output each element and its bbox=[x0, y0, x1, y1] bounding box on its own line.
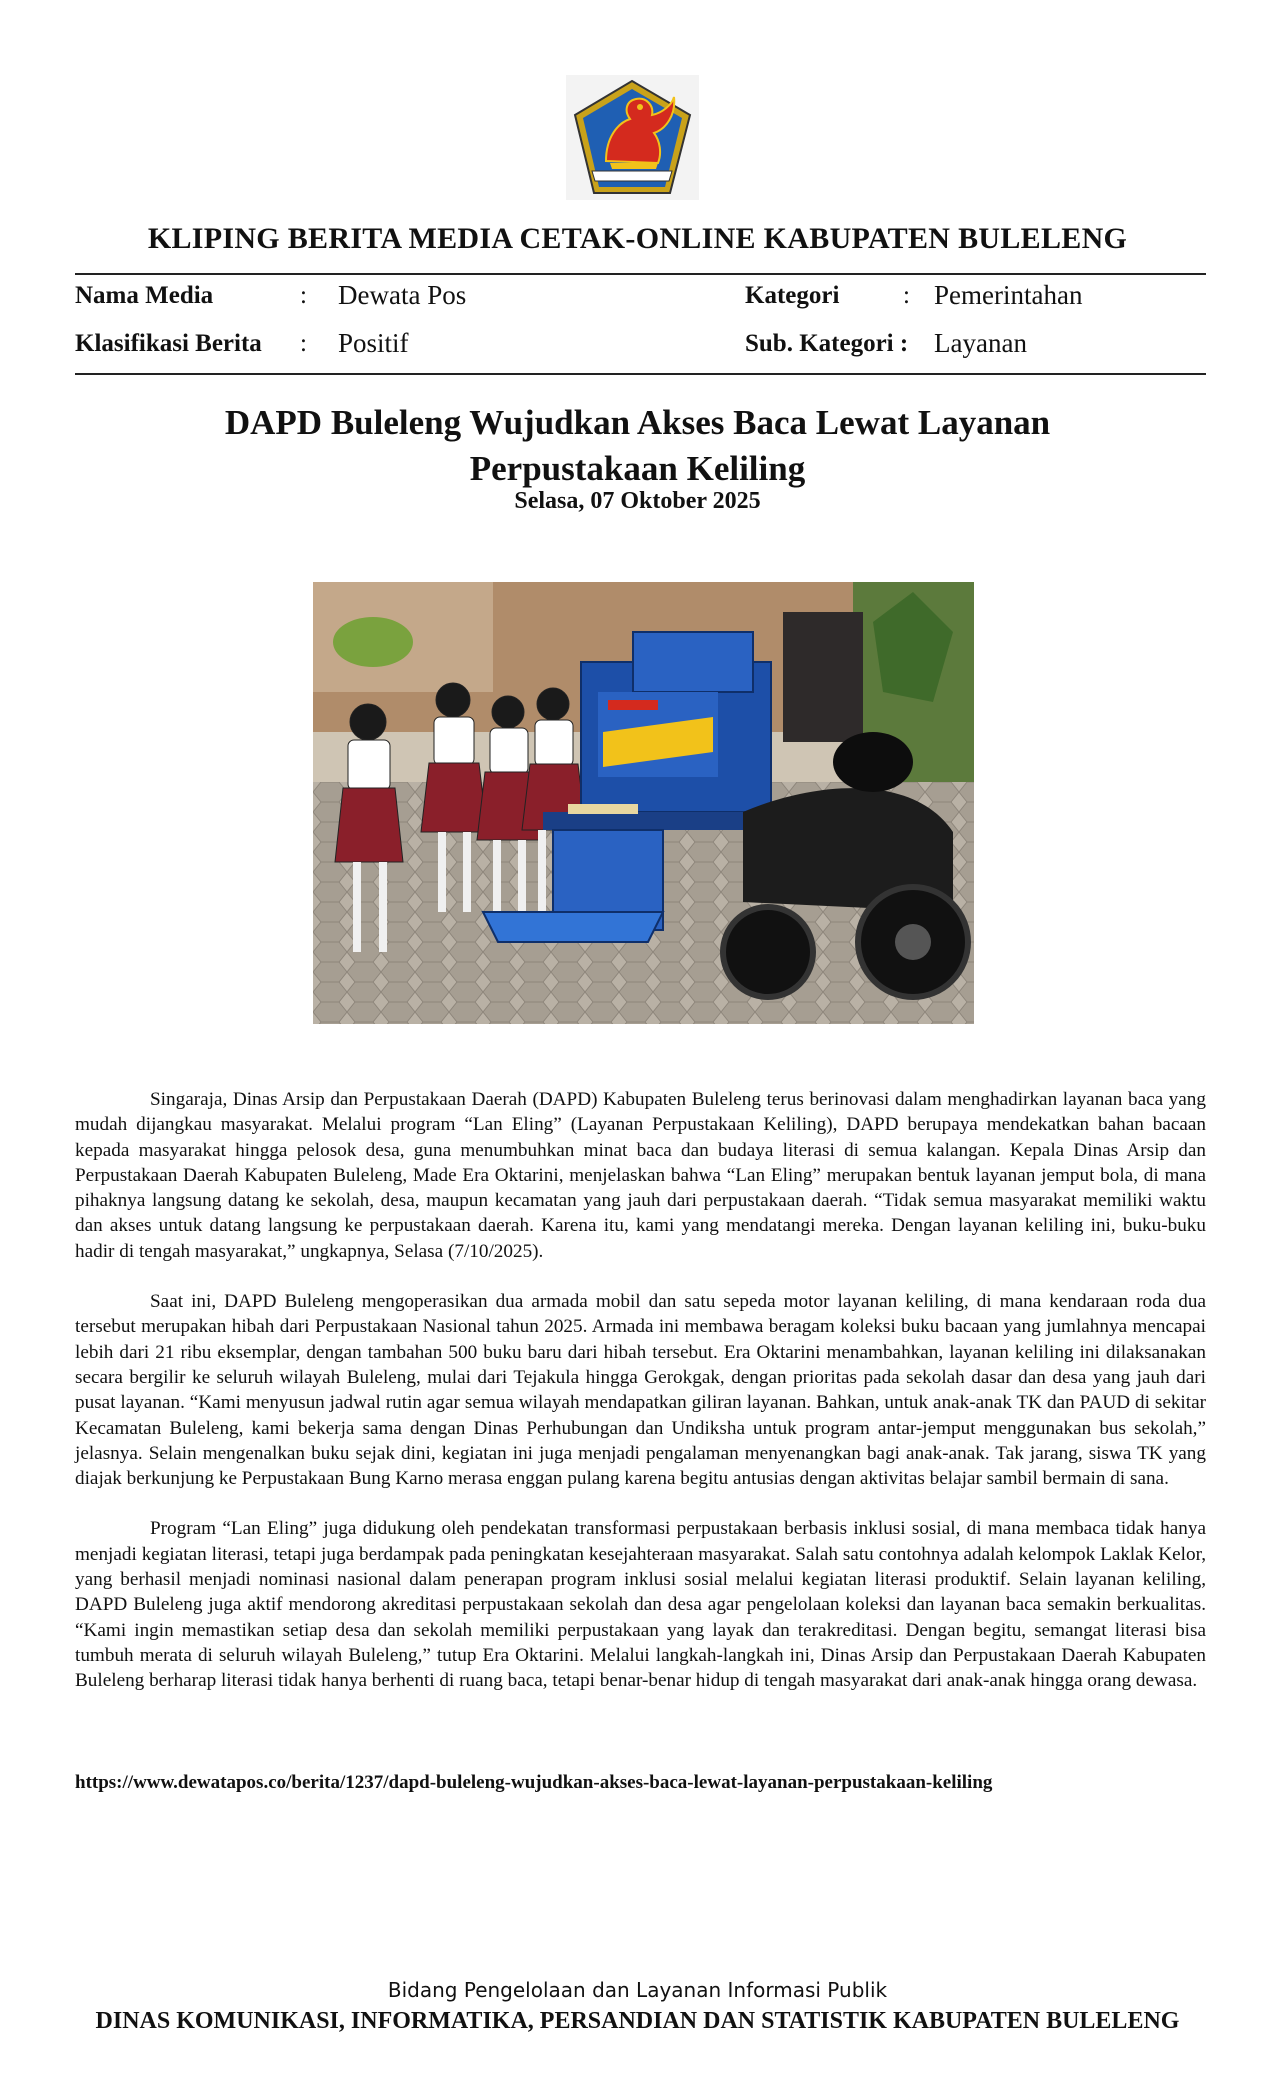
sub-kategori-value: Layanan bbox=[934, 328, 1027, 358]
mobile-library-photo-icon bbox=[313, 582, 974, 1024]
article-headline bbox=[0, 400, 1275, 492]
article-date: Selasa, 07 Oktober 2025 bbox=[514, 488, 761, 514]
clipping-header-title: KLIPING BERITA MEDIA CETAK-ONLINE KABUPATEN BULELENG bbox=[147, 222, 1128, 255]
nama-media-colon: : bbox=[300, 282, 307, 309]
nama-media-label: Nama Media bbox=[75, 282, 214, 309]
headline-line-2: Perpustakaan Keliling bbox=[469, 449, 806, 488]
footer-division: Bidang Pengelolaan dan Layanan Informasi Publik bbox=[387, 1978, 888, 2002]
buleleng-seal-logo bbox=[566, 75, 699, 200]
meta-bottom-rule bbox=[75, 373, 1206, 375]
article-paragraph-2: Saat ini, DAPD Buleleng mengoperasikan dua armada mobil dan satu sepeda motor layanan keliling, di mana kendaraan roda dua tersebut merupakan hibah dari Perpustakaan Nasional tahun 2025. Armada ini membawa beragam koleksi buku bacaan yang jumlahnya mencapai lebih dari 21 ribu eksemplar, dengan tambahan 500 buku baru dari hibah tersebut. Era Oktarini menambahkan, layanan keliling ini dilaksanakan secara bergilir ke seluruh wilayah Buleleng, mulai dari Tejakula hingga Gerokgak, dengan prioritas pada sekolah dasar dan desa yang jauh dari pusat layanan. “Kami menyusun jadwal rutin agar semua wilayah mendapatkan giliran layanan. Bahkan, untuk anak-anak TK dan PAUD di sekitar Kecamatan Buleleng, kami bekerja sama dengan Dinas Perhubungan dan Undiksha untuk program antar-jemput menggunakan bus sekolah,” jelasnya. Selain mengenalkan buku sejak dini, kegiatan ini juga menjadi pengalaman menyenangkan bagi anak-anak. Tak jarang, siswa TK yang diajak berkunjung ke Perpustakaan Bung Karno merasa enggan pulang karena begitu antusias dengan aktivitas belajar sambil bermain di sana. bbox=[75, 1291, 1206, 1490]
meta-top-rule bbox=[75, 273, 1206, 275]
nama-media-value: Dewata Pos bbox=[338, 280, 467, 310]
klasifikasi-value: Positif bbox=[338, 328, 409, 358]
article-paragraph-1: Singaraja, Dinas Arsip dan Perpustakaan Daerah (DAPD) Kabupaten Buleleng terus berinovasi dalam menghadirkan layanan baca yang mudah dijangkau masyarakat. Melalui program “Lan Eling” (Layanan Perpustakaan Keliling), DAPD berupaya mendekatkan bahan bacaan kepada masyarakat hingga pelosok desa, guna menumbuhkan minat baca dan budaya literasi di semua kalangan. Kepala Dinas Arsip dan Perpustakaan Daerah Kabupaten Buleleng, Made Era Oktarini, menjelaskan bahwa “Lan Eling” merupakan bentuk layanan jemput bola, di mana pihaknya langsung datang ke sekolah, desa, maupun kecamatan yang jauh dari perpustakaan daerah. “Tidak semua masyarakat memiliki waktu dan akses untuk datang langsung ke perpustakaan daerah. Karena itu, kami yang mendatangi mereka. Dengan layanan keliling ini, buku-buku hadir di tengah masyarakat,” ungkapnya, Selasa (7/10/2025). bbox=[75, 1089, 1206, 1262]
kategori-colon: : bbox=[903, 282, 910, 309]
article-photo bbox=[313, 582, 974, 1024]
sub-kategori-label: Sub. Kategori : bbox=[745, 330, 909, 357]
footer-agency: DINAS KOMUNIKASI, INFORMATIKA, PERSANDIAN DAN STATISTIK KABUPATEN BULELENG bbox=[95, 2008, 1180, 2034]
kategori-label: Kategori bbox=[745, 282, 840, 309]
klasifikasi-label: Klasifikasi Berita bbox=[75, 330, 262, 357]
article-paragraph-3: Program “Lan Eling” juga didukung oleh pendekatan transformasi perpustakaan berbasis inklusi sosial, di mana membaca tidak hanya menjadi kegiatan literasi, tetapi juga berdampak pada peningkatan kesejahteraan masyarakat. Salah satu contohnya adalah kelompok Laklak Kelor, yang berhasil menjadi nominasi nasional dalam penerapan program inklusi sosial melalui kegiatan literasi produktif. Selain layanan keliling, DAPD Buleleng juga aktif mendorong akreditasi perpustakaan sekolah dan desa agar pengelolaan koleksi dan layanan baca semakin berkualitas. “Kami ingin memastikan setiap desa dan sekolah memiliki perpustakaan yang layak dan terakreditasi. Dengan begitu, semangat literasi bisa tumbuh merata di seluruh wilayah Buleleng,” tutup Era Oktarini. Melalui langkah-langkah ini, Dinas Arsip dan Perpustakaan Daerah Kabupaten Buleleng berharap literasi tidak hanya berhenti di ruang baca, tetapi benar-benar hidup di tengah masyarakat dari anak-anak hingga orang dewasa. bbox=[75, 1518, 1206, 1692]
seal-emblem-icon bbox=[566, 75, 699, 200]
klasifikasi-colon: : bbox=[300, 330, 307, 357]
source-url-link[interactable]: https://www.dewatapos.co/berita/1237/dapd-buleleng-wujudkan-akses-baca-lewat-layanan-perpustakaan-keliling bbox=[75, 1772, 993, 1793]
headline-line-1: DAPD Buleleng Wujudkan Akses Baca Lewat Layanan bbox=[224, 403, 1051, 442]
article-body bbox=[75, 1087, 1206, 1719]
kategori-value: Pemerintahan bbox=[934, 280, 1083, 310]
